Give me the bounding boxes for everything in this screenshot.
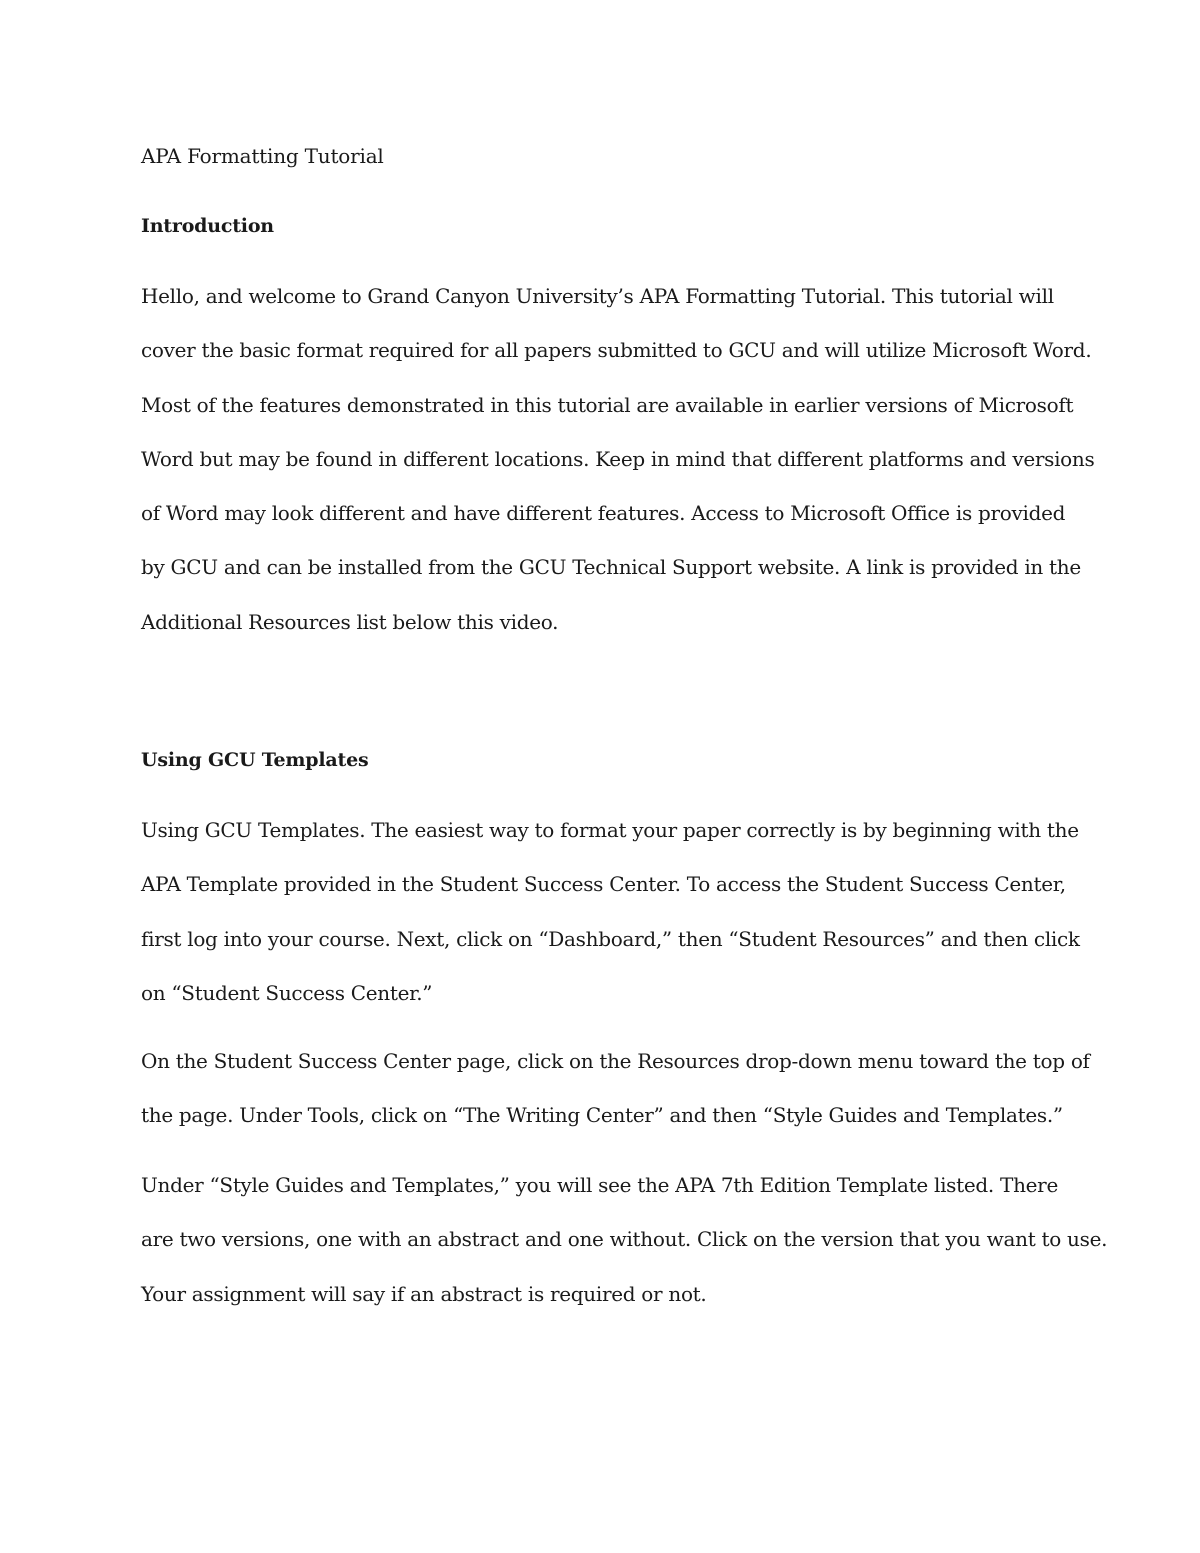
paragraph-line: the page. Under Tools, click on “The Writing Center” and then “Style Guides and Templates.” <box>141 1103 1063 1128</box>
paragraph-line: Using GCU Templates. The easiest way to format your paper correctly is by beginning with the <box>141 818 1079 842</box>
introduction-paragraph <box>141 269 1094 649</box>
section-heading-introduction: Introduction <box>141 215 274 237</box>
paragraph-line: first log into your course. Next, click on “Dashboard,” then “Student Resources” and then click <box>141 926 1080 951</box>
paragraph-line: Under “Style Guides and Templates,” you will see the APA 7th Edition Template listed. There <box>141 1173 1058 1197</box>
paragraph-line: Most of the features demonstrated in this tutorial are available in earlier versions of Microsoft <box>141 392 1074 417</box>
paragraph-line: are two versions, one with an abstract and one without. Click on the version that you want to use. <box>141 1227 1108 1252</box>
document-title: APA Formatting Tutorial <box>141 144 384 168</box>
paragraph-line: of Word may look different and have different features. Access to Microsoft Office is provided <box>141 501 1066 526</box>
paragraph-line: Your assignment will say if an abstract is required or not. <box>141 1281 707 1306</box>
templates-paragraph-1 <box>141 803 1080 1020</box>
paragraph-line: cover the basic format required for all papers submitted to GCU and will utilize Microsoft Word. <box>141 338 1092 363</box>
paragraph-line: Hello, and welcome to Grand Canyon University’s APA Formatting Tutorial. This tutorial will <box>141 284 1054 308</box>
paragraph-line: Word but may be found in different locations. Keep in mind that different platforms and versions <box>141 446 1095 471</box>
paragraph-line: by GCU and can be installed from the GCU Technical Support website. A link is provided in the <box>141 555 1081 580</box>
paragraph-line: on “Student Success Center.” <box>141 980 433 1005</box>
section-heading-using-gcu-templates: Using GCU Templates <box>141 749 369 771</box>
templates-paragraph-3 <box>141 1158 1107 1321</box>
paragraph-line: Additional Resources list below this video. <box>141 609 559 634</box>
templates-paragraph-2 <box>141 1034 1090 1143</box>
paragraph-line: On the Student Success Center page, click on the Resources drop-down menu toward the top of <box>141 1049 1090 1073</box>
paragraph-line: APA Template provided in the Student Success Center. To access the Student Success Center, <box>141 872 1066 897</box>
